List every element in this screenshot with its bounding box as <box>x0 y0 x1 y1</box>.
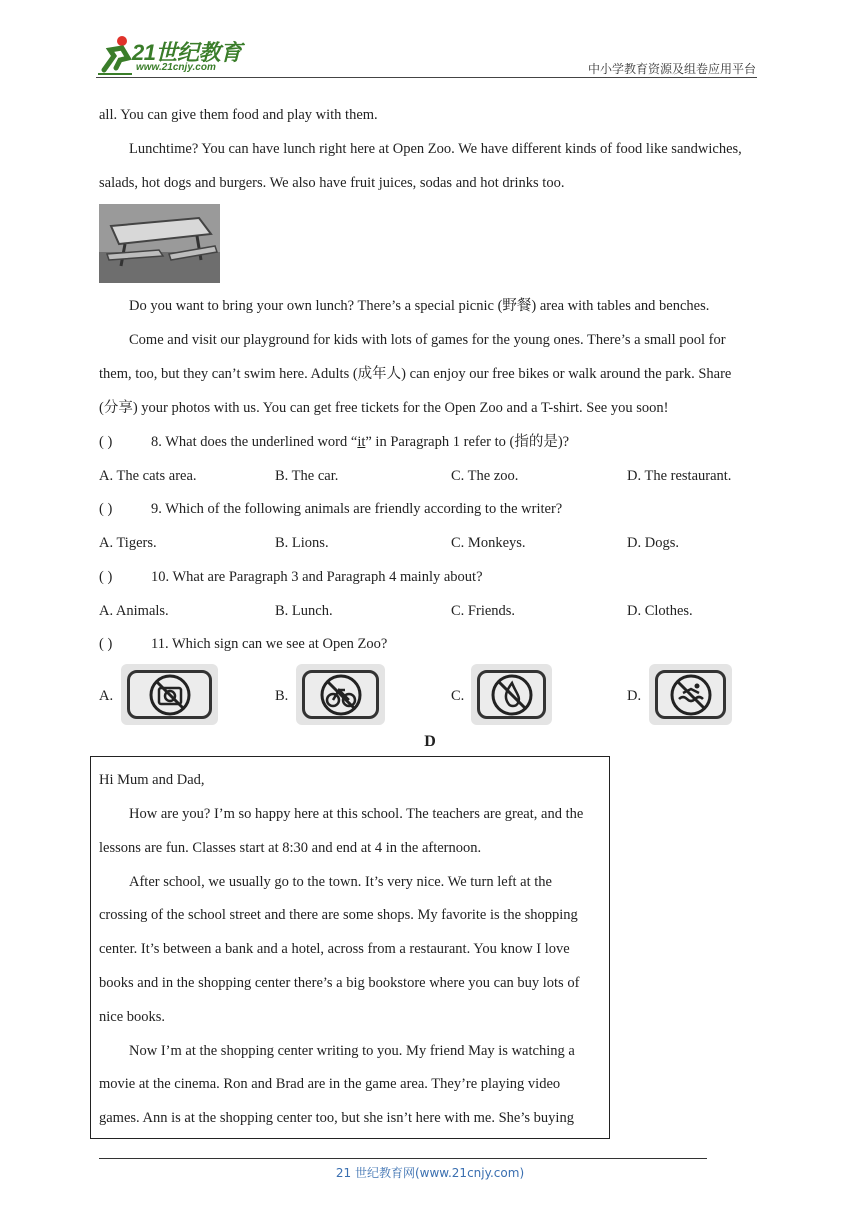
passage-line: all. You can give them food and play with them. <box>99 107 378 123</box>
passage-line: Come and visit our playground for kids with lots of games for the young ones. There’s a small pool for <box>129 332 726 348</box>
runner-logo-icon <box>96 34 136 76</box>
logo-url: www.21cnjy.com <box>136 62 216 73</box>
no-camera-icon <box>148 673 192 717</box>
option-c[interactable]: C. Friends. <box>451 603 516 619</box>
letter-line: nice books. <box>99 1009 166 1025</box>
no-swimming-icon <box>669 673 713 717</box>
letter-greeting: Hi Mum and Dad, <box>99 772 205 788</box>
answer-blank[interactable]: ( ) <box>99 501 113 517</box>
picnic-table-icon <box>99 204 220 283</box>
question-9 <box>99 499 562 519</box>
option-a[interactable]: A. Tigers. <box>99 535 157 551</box>
section-title: D <box>424 733 436 750</box>
passage-line: (分享) your photos with us. You can get free tickets for the Open Zoo and a T-shirt. See you soon! <box>99 400 669 416</box>
letter-line: After school, we usually go to the town. It’s very nice. We turn left at the <box>129 874 552 890</box>
option-d[interactable]: D. The restaurant. <box>627 468 732 484</box>
footer-link[interactable]: 21 世纪教育网(www.21cnjy.com) <box>335 1166 525 1180</box>
sign-b[interactable] <box>296 664 385 725</box>
picnic-table-photo <box>99 204 220 283</box>
header-divider <box>96 77 757 78</box>
site-logo <box>96 34 266 78</box>
option-b[interactable]: B. Lions. <box>275 535 329 551</box>
letter-line: books and in the shopping center there’s a big bookstore where you can buy lots of <box>99 975 580 991</box>
question-8 <box>99 432 569 452</box>
option-c[interactable]: C. Monkeys. <box>451 535 526 551</box>
passage-line: Do you want to bring your own lunch? There’s a special picnic (野餐) area with tables and benches. <box>129 298 710 314</box>
sign-d[interactable] <box>649 664 732 725</box>
option-a[interactable]: A. Animals. <box>99 603 169 619</box>
question-text-suffix: ” in Paragraph 1 refer to (指的是)? <box>365 434 570 450</box>
letter-line: crossing of the school street and there are some shops. My favorite is the shopping <box>99 907 578 923</box>
option-b[interactable]: B. Lunch. <box>275 603 333 619</box>
question-11 <box>99 634 387 654</box>
option-a[interactable]: A. The cats area. <box>99 468 197 484</box>
answer-blank[interactable]: ( ) <box>99 636 113 652</box>
underlined-word: it <box>357 434 366 450</box>
logo-title: 21世纪教育 <box>132 40 242 65</box>
option-d[interactable]: D. <box>627 688 642 704</box>
footer-divider <box>99 1158 707 1159</box>
option-d[interactable]: D. Dogs. <box>627 535 679 551</box>
question-text: 9. Which of the following animals are friendly according to the writer? <box>151 501 563 517</box>
answer-blank[interactable]: ( ) <box>99 569 113 585</box>
passage-line: Lunchtime? You can have lunch right here at Open Zoo. We have different kinds of food like sandwiches, <box>129 141 742 157</box>
sign-a[interactable] <box>121 664 218 725</box>
letter-line: games. Ann is at the shopping center too, but she isn’t here with me. She’s buying <box>99 1110 574 1126</box>
passage-line: salads, hot dogs and burgers. We also have fruit juices, sodas and hot drinks too. <box>99 175 565 191</box>
option-b[interactable]: B. The car. <box>275 468 339 484</box>
answer-blank[interactable]: ( ) <box>99 434 113 450</box>
option-c[interactable]: C. The zoo. <box>451 468 519 484</box>
option-b[interactable]: B. <box>275 688 289 704</box>
passage-line: them, too, but they can’t swim here. Adults (成年人) can enjoy our free bikes or walk around the park. Share <box>99 366 732 382</box>
letter-line: How are you? I’m so happy here at this school. The teachers are great, and the <box>129 806 584 822</box>
question-text: 10. What are Paragraph 3 and Paragraph 4 mainly about? <box>151 569 483 585</box>
option-d[interactable]: D. Clothes. <box>627 603 693 619</box>
letter-line: movie at the cinema. Ron and Brad are in the game area. They’re playing video <box>99 1076 561 1092</box>
option-a[interactable]: A. <box>99 688 114 704</box>
question-10 <box>99 567 483 587</box>
letter-line: Now I’m at the shopping center writing to you. My friend May is watching a <box>129 1043 575 1059</box>
letter-box <box>90 756 610 1139</box>
no-bicycle-icon <box>319 673 363 717</box>
question-text: 11. Which sign can we see at Open Zoo? <box>151 636 388 652</box>
option-c[interactable]: C. <box>451 688 465 704</box>
header-platform-text: 中小学教育资源及组卷应用平台 <box>587 62 756 76</box>
letter-line: lessons are fun. Classes start at 8:30 and end at 4 in the afternoon. <box>99 840 482 856</box>
letter-line: center. It’s between a bank and a hotel, across from a restaurant. You know I love <box>99 941 570 957</box>
sign-c[interactable] <box>471 664 552 725</box>
no-fire-icon <box>490 673 534 717</box>
question-text: 8. What does the underlined word “ <box>151 434 358 450</box>
